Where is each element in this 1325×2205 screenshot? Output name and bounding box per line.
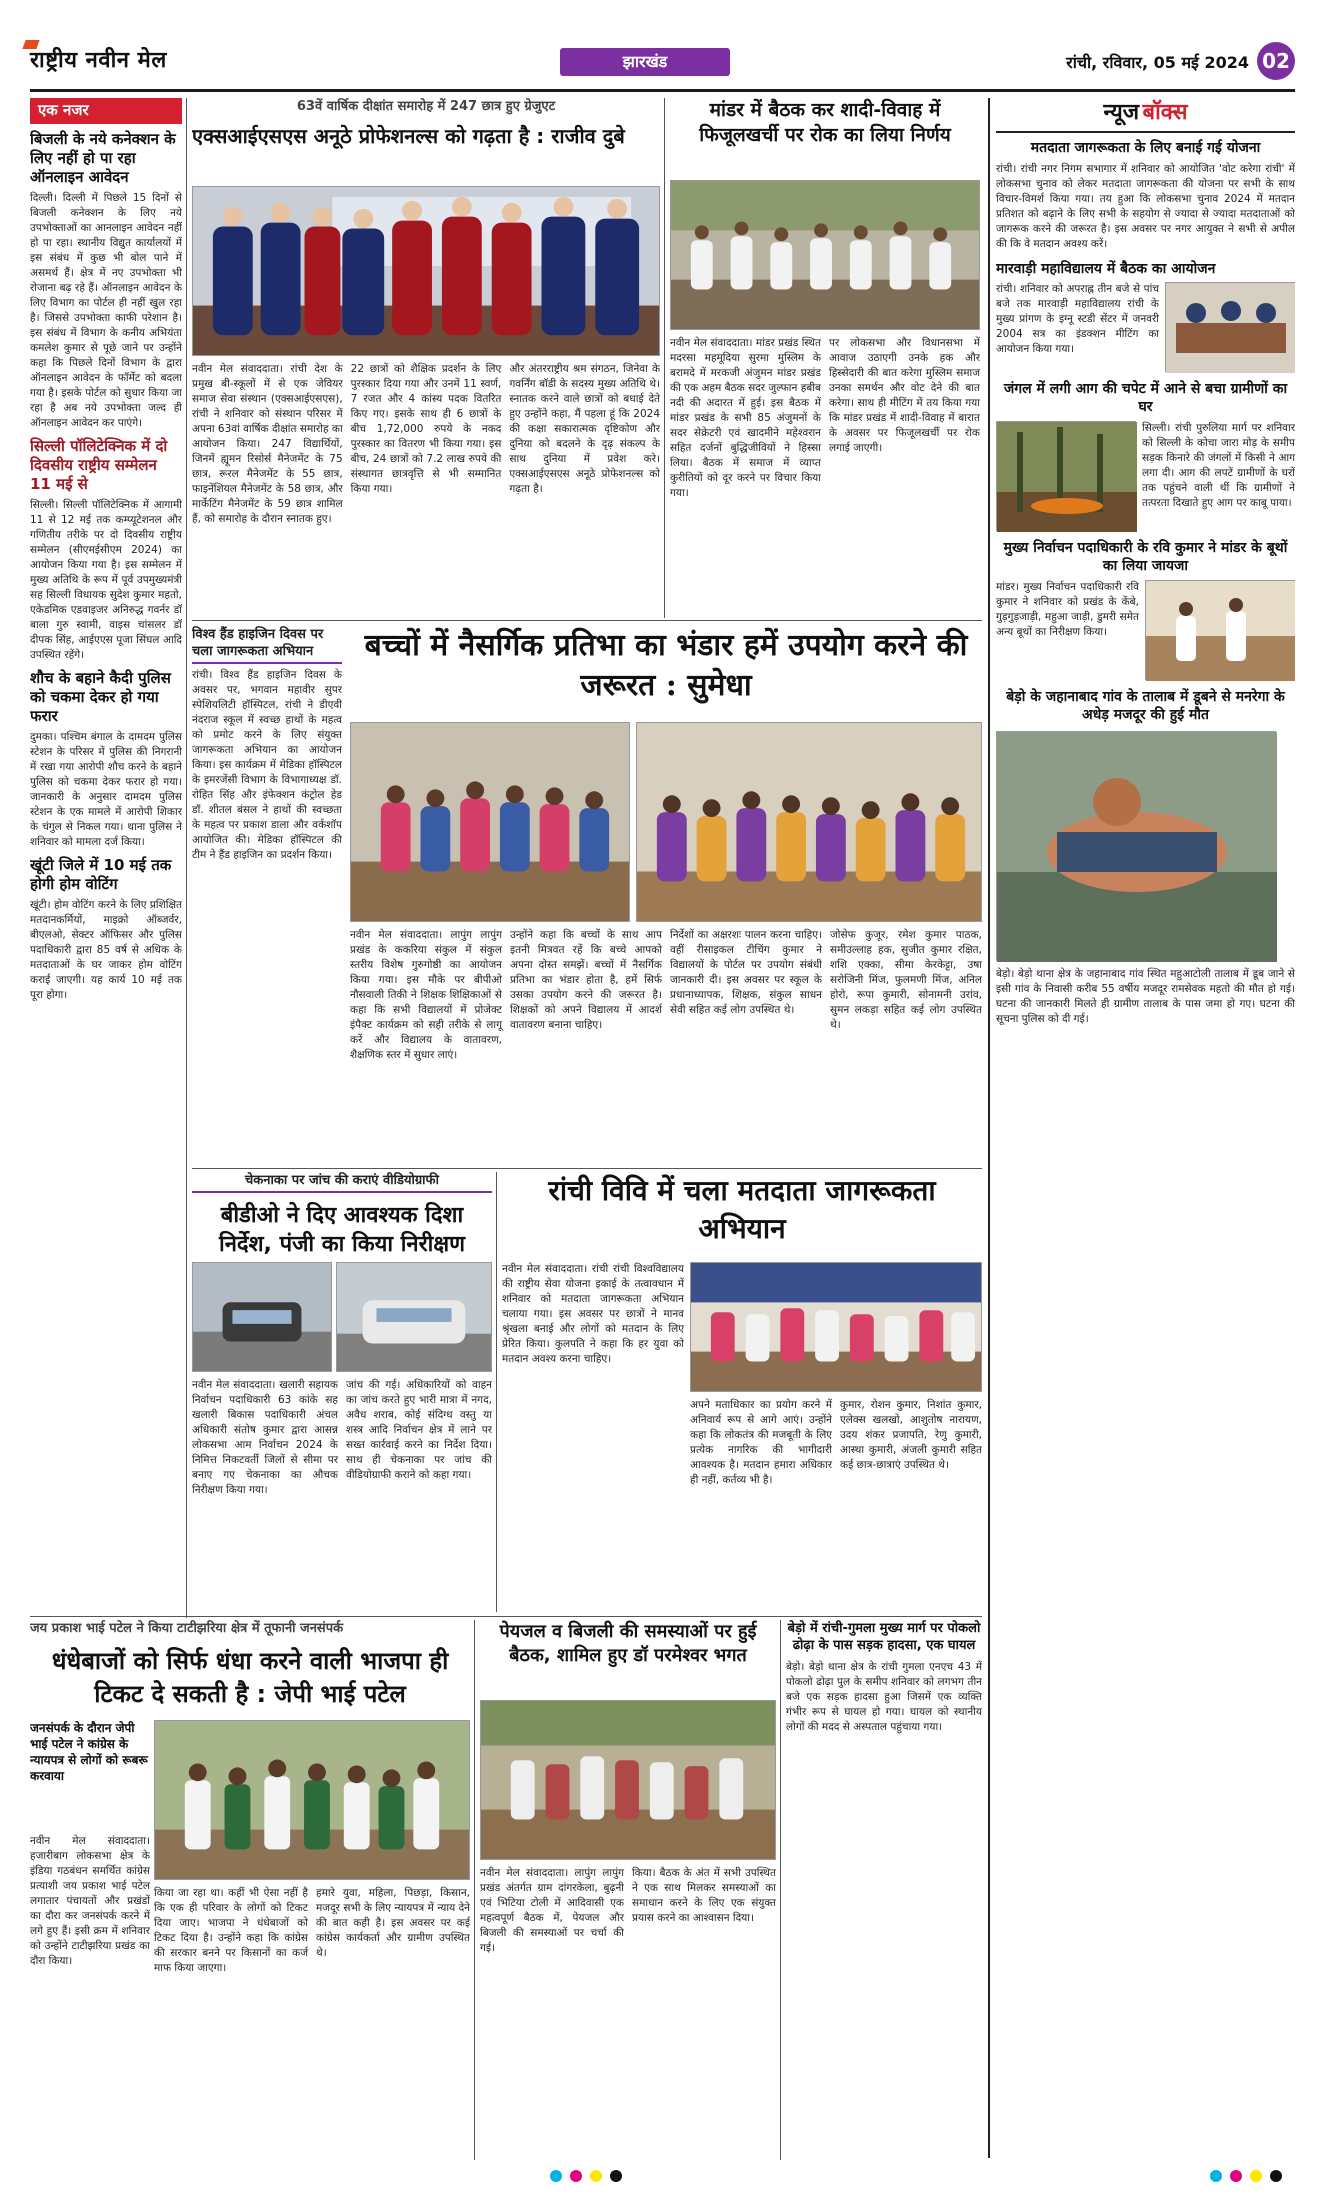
jp-body-col-3: हमारे युवा, महिला, पिछड़ा, किसान, मजदूर सभी के लिए न्यायपत्र में न्याय देने की बात कही है। इस अवसर पर कई कांग्रेस कार्यकर्ता और ग्रामीण उपस्थित थे। bbox=[316, 1887, 470, 1959]
main-story-headline: बच्चों में नैसर्गिक प्रतिभा का भंडार हमें उपयोग करने की जरूरत : सुमेधा bbox=[364, 628, 968, 703]
footer-registration-bar bbox=[30, 2170, 1295, 2184]
school-teachers-photo bbox=[350, 722, 630, 922]
hand-hygiene-kicker: विश्व हैंड हाइजिन दिवस पर चला जागरूकता अभियान bbox=[192, 626, 342, 664]
bdo-body-col-2: जांच की गई। अधिकारियों को वाहन का जांच करते हुए भारी मात्रा में नगद, अवैध शराब, कोई संदिग्ध वस्तु या शस्त्र आदि निर्वाचन क्षेत्र में लाने पर सख्त कार्रवाई करने का निर्देश दिया। साथ ही चेकनाका पर जांच की वीडियोग्राफी कराने को कहा गया। bbox=[346, 1379, 492, 1481]
news-box-story-5-body: बेड़ो। बेड़ो थाना क्षेत्र के जहानाबाद गांव स्थित महुआटोली तालाब में डूब जाने से इसी गांव के निवासी करीब 55 वर्षीय मजदूर रामसेवक महतो की मौत हो गई। घटना की जानकारी मिलते ही ग्रामीण तालाब के पास जमा हो गए। घटना की सूचना पुलिस को दी गई। bbox=[996, 967, 1295, 1025]
xiss-body-col-2: 22 छात्रों को शैक्षिक प्रदर्शन के लिए पुरस्कार दिया गया और उनमें 11 स्वर्ण, 7 रजत और 4 कांस्य पदक वितरित किए गए। इसके साथ ही 6 छात्रों के बीच 1,72,000 रुपये के नकद पुरस्कार का वितरण भी किया गया। इस बीच, 24 छात्रों को 7.2 लाख रुपये की संस्थागत छात्रवृत्ति से भी सम्मानित किया गया। bbox=[350, 363, 502, 495]
voter-awareness-photo bbox=[690, 1262, 982, 1392]
column-divider bbox=[988, 98, 990, 2158]
bdo-kicker: चेकनाका पर जांच की कराएं वीडियोग्राफी bbox=[192, 1172, 492, 1193]
main-story-body-col-1: नवीन मेल संवाददाता। लापुंग लापुंग प्रखंड के ककरिया संकुल में संकुल स्तरीय विशेष गुरुगोष्ठी का आयोजन किया गया। इस मौके पर बीपीओ नौसवाली तिकी ने शिक्षक शिक्षिकाओं से कहा कि सभी विद्यालयों में प्रोजेक्ट इंपैक्ट कार्यक्रम को सही तरीके से लागू करें और विद्यालय के वातावरण, शैक्षणिक स्तर में सुधार लाएं। bbox=[350, 929, 502, 1061]
news-box-story-3-headline: जंगल में लगी आग की चपेट में आने से बचा ग्रामीणों का घर bbox=[1003, 380, 1288, 416]
mandar-headline: मांडर में बैठक कर शादी-विवाह में फिजूलखर्ची पर रोक का लिया निर्णय bbox=[699, 99, 951, 146]
news-box-story-5-headline: बेड़ो के जहानाबाद गांव के तालाब में डूबने से मनरेगा के अधेड़ मजदूर की हुई मौत bbox=[1006, 688, 1285, 724]
row-divider bbox=[192, 620, 982, 621]
left-story-1-body: दिल्ली। दिल्ली में पिछले 15 दिनों से बिजली कनेक्शन के लिए नये उपभोक्ताओं का आनलाइन आवेदन नहीं हो पा रहा। स्थानीय विद्युत कार्यालयों में इस संबंध में कुछ भी बोल पाने में असमर्थ हैं। क्षेत्र में नए उपभोक्ता भी रोजाना बढ़ रहे हैं। ऑनलाइन आवेदन के लिए विभाग का पोर्टल ही नहीं खुल रहा है। जिससे उपभोक्ता काफी परेशान है। इस संबंध में विभाग के कनीय अभियंता कमलेश कुमार से पूछे जाने पर उन्होंने कहा कि पिछले दिनों विभाग के द्वारा ऑनलाइन आवेदन के फॉर्मेट को बदला गया है। इसके पोर्टल को सुधार किया जा रहा है अब नये उपभोक्ता जल्द ही ऑनलाइन आवेदन कर पाएंगे। bbox=[30, 191, 182, 429]
marwari-college-photo bbox=[1165, 282, 1295, 372]
yellow-registration-icon bbox=[590, 2170, 602, 2182]
bdo-body-col-1: नवीन मेल संवाददाता। खलारी सहायक निर्वाचन पदाधिकारी 63 कांके सह खलारी बिकास पदाधिकारी अंचल अधिकारी संतोष कुमार द्वारा आसन्न लोकसभा आम निर्वाचन 2024 के निमित्त निकटवर्ती जिलों से सीमा पर बनाए गए चेकनाका का औचक निरीक्षण किया गया। bbox=[192, 1379, 338, 1496]
hand-hygiene-body: रांची। विश्व हैंड हाइजिन दिवस के अवसर पर, भगवान महावीर सुपर स्पेशियलिटी हॉस्पिटल, रांची ने डीएवी नंदराज स्कूल में स्वच्छ हाथों के महत्व को प्रमोट करने के लिए संयुक्त जागरूकता अभियान का आयोजन किया। इस कार्यक्रम में मेडिका हॉस्पिटल के इमरजेंसी विभाग के विभागाध्यक्ष डॉ. रोहित सिंह और इंफेक्शन कंट्रोल हेड डॉ. शीतल बंसल ने हाथों की स्वच्छता के महत्व पर प्रकाश डाला और वर्कशॉप आयोजित की। मेडिका हॉस्पिटल की टीम ने हैंड हाइजिन का प्रदर्शन किया। bbox=[192, 669, 342, 862]
xiss-body-col-3: और अंतरराष्ट्रीय श्रम संगठन, जिनेवा के गवर्निंग बॉडी के सदस्य मुख्य अतिथि थे। स्नातक करने वाले छात्रों को बधाई देते हुए उन्होंने कहा, मैं पहला हूं कि 2024 की कक्षा सकारात्मक दृष्टिकोण और दुनिया को बदलने के दृढ़ संकल्प के साथ दुनिया में प्रवेश करे। एक्सआईएसएस अनूठे प्रोफेशनल्स को गढ़ता है। bbox=[509, 363, 660, 495]
water-body-col-1: नवीन मेल संवाददाता। लापुंग लापुंग प्रखंड अंतर्गत ग्राम दांगरकेला, बुढ़नी एवं भिटिया टोली में आदिवासी एक महत्वपूर्ण बैठक में, पेयजल और बिजली की समस्याओं पर चर्चा की गई। bbox=[480, 1867, 624, 1954]
news-box-title-part-1: न्यूज bbox=[1103, 100, 1140, 125]
xiss-body bbox=[192, 362, 660, 612]
magenta-registration-icon bbox=[1230, 2170, 1242, 2182]
jp-body-right bbox=[154, 1886, 470, 2156]
checkpost-photo-2 bbox=[336, 1262, 492, 1372]
jp-kicker: जय प्रकाश भाई पटेल ने किया टाटीझरिया क्षेत्र में तूफानी जनसंपर्क bbox=[30, 1621, 344, 1636]
school-meeting-photo bbox=[636, 722, 982, 922]
black-registration-icon bbox=[1270, 2170, 1282, 2182]
road-accident-headline: बेड़ो में रांची-गुमला मुख्य मार्ग पर पोकलो ढोढ़ा के पास सड़क हादसा, एक घायल bbox=[787, 1621, 981, 1653]
xiss-kicker: 63वें वार्षिक दीक्षांत समारोह में 247 छात्र हुए ग्रेजुएट bbox=[296, 99, 556, 114]
page-number: 02 bbox=[1257, 42, 1295, 80]
bdo-headline: बीडीओ ने दिए आवश्यक दिशा निर्देश, पंजी का किया निरीक्षण bbox=[219, 1203, 465, 1258]
newspaper-logo: राष्ट्रीय नवीन मेल bbox=[30, 47, 167, 73]
main-story-body-col-2: उन्होंने कहा कि बच्चों के साथ आप इतनी मित्रवत रहें कि बच्चे आपको अपना दोस्त समझें। बच्चों में नैसर्गिक प्रतिभा का भंडार होता है, हमें सिर्फ उसका उपयोग करने की जरूरत है। शिक्षकों को अपने विद्यालय में आदर्श वातावरण बनाना चाहिए। bbox=[510, 929, 662, 1031]
left-story-3-body: दुमका। पश्चिम बंगाल के दामदम पुलिस स्टेशन के परिसर में पुलिस की निगरानी में रखा गया आरोपी शौच करने के बहाने पुलिस को चकमा देकर फरार हो गया। जानकारी के अनुसार दामदम पुलिस स्टेशन के एक मामले में आरोपी शिकार के चंगुल से निकल गया। थाना पुलिस ने शनिवार को मामला दर्ज किया। bbox=[30, 730, 182, 848]
road-accident-body: बेड़ो। बेड़ो थाना क्षेत्र के रांची गुमला एनएच 43 में पोकलो ढोढ़ा पुल के समीप शनिवार को लगभग तीन बजे एक सड़क हादसा हुआ जिसमें एक व्यक्ति गंभीर रूप से घायल हो गया। घायल को स्थानीय लोगों की मदद से अस्पताल पहुंचाया गया। bbox=[786, 1661, 982, 1733]
cyan-registration-icon bbox=[1210, 2170, 1222, 2182]
black-registration-icon bbox=[610, 2170, 622, 2182]
xiss-body-col-1: नवीन मेल संवाददाता। रांची देश के प्रमुख बी-स्कूलों में से एक जेवियर समाज सेवा संस्थान (एक्सआईएसएस), रांची ने शनिवार को संस्थान परिसर में अपना 63वां वार्षिक दीक्षांत समारोह का आयोजन किया। 247 विद्यार्थियों, जिनमें ह्यूमन रिसोर्स मैनेजमेंट के 75 छात्र, रूरल मैनेजमेंट के 55 छात्र, फाइनेंशियल मैनेजमेंट के 58 छात्र, और मार्केटिंग मैनेजमेंट के 59 छात्र शामिल हैं, को समारोह के दौरान स्नातक हुए। bbox=[192, 363, 343, 525]
yellow-registration-icon bbox=[1250, 2170, 1262, 2182]
row-divider bbox=[30, 1616, 982, 1617]
magenta-registration-icon bbox=[570, 2170, 582, 2182]
xiss-headline: एक्सआईएसएस अनूठे प्रोफेशनल्स को गढ़ता है : राजीव दुबे bbox=[192, 124, 625, 149]
mandar-body-col-2: पर लोकसभा और विधानसभा में आवाज उठाएगी उनके हक और हिस्सेदारी की बात करेगा मुस्लिम समाज उनका समर्थन और वोट देने की बात करेगा। साथ ही मीटिंग में तय किया गया कि मांडर प्रखंड में शादी-विवाह में बारात के अवसर पर फिजूलखर्ची पर रोक लगाई जाएगी। bbox=[829, 337, 980, 454]
section-tab: झारखंड bbox=[560, 48, 730, 76]
left-story-2-headline: सिल्ली पॉलिटेक्निक में दो दिवसीय राष्ट्रीय सम्मेलन 11 मई से bbox=[30, 436, 168, 493]
news-box-story-4-body: मांडर। मुख्य निर्वाचन पदाधिकारी रवि कुमार ने शनिवार को प्रखंड के केंबे, गुड़गुड़जाड़ी, महुआ जाड़ी, डुमरी समेत अन्य बूथों का निरीक्षण किया। bbox=[996, 580, 1139, 638]
main-story-body bbox=[350, 928, 982, 1178]
left-story-2-body: सिल्ली। सिल्ली पॉलिटेक्निक में आगामी 11 से 12 मई तक कम्प्यूटेशनल और गणितीय तरीके पर दो दिवसीय राष्ट्रीय सम्मेलन (सीएमईसीएम 2024) का आयोजन किया गया है। इस सम्मेलन में मुख्य अतिथि के रूप में पूर्व उपमुख्यमंत्री सह सिल्ली विधायक सुदेश कुमार महतो, एकेडमिक एडवाइजर अनिरुद्ध गवर्नर डॉ बाला गुरु स्वामी, वाइस चांसलर डॉ दीपक सिंह, आईएएस पूजा सिंघल आदि उपस्थित रहेंगे। bbox=[30, 498, 182, 661]
cyan-registration-icon bbox=[550, 2170, 562, 2182]
ek-nazar-label: एक नजर bbox=[30, 98, 182, 124]
jp-body-col-1: नवीन मेल संवाददाता। हजारीबाग लोकसभा क्षेत्र के इंडिया गठबंधन समर्थित कांग्रेस प्रत्याशी जय प्रकाश भाई पटेल लगातार पंचायतों और प्रखंडों का दौरा कर जनसंपर्क करने में लगे हुए हैं। इसी क्रम में शनिवार को उन्होंने टाटीझरिया प्रखंड का दौरा किया। bbox=[30, 1835, 150, 1967]
convocation-photo bbox=[192, 186, 660, 356]
jp-headline: धंधेबाजों को सिर्फ धंधा करने वाली भाजपा ही टिकट दे सकती है : जेपी भाई पटेल bbox=[51, 1647, 449, 1709]
checkpost-photo-1 bbox=[192, 1262, 332, 1372]
forest-fire-photo bbox=[996, 421, 1136, 531]
left-story-4-body: खूंटी। होम वोटिंग करने के लिए प्रशिक्षित मतदानकर्मियों, माइक्रो ऑब्जर्वर, बीएलओ, सेक्टर ऑफिसर और पुलिस पदाधिकारी द्वारा 85 वर्ष से अधिक के मतदाताओं के घर जाकर होम वोटिंग कराई जाएगी। यह कार्य 10 मई तक पूरा होगा। bbox=[30, 898, 182, 1001]
jp-campaign-photo bbox=[154, 1720, 470, 1880]
water-meeting-photo bbox=[480, 1700, 776, 1860]
main-story-body-col-4: जोसेफ कुजूर, रमेश कुमार पाठक, समीउल्लाह हक, सुजीत कुमार रक्षित, शशि एक्का, सीमा केरकेट्टा, उषा सरोजिनी मिंज, फुलमणी मिंज, अनिल होरो, रूपा कुमारी, सोनामनी उरांव, सुमन लकड़ा सहित कई लोग उपस्थित थे। bbox=[830, 929, 982, 1031]
mandar-body bbox=[670, 336, 980, 616]
election-officer-photo bbox=[1145, 580, 1295, 680]
column-divider bbox=[474, 1620, 475, 2160]
news-box-title-part-2: बॉक्स bbox=[1142, 100, 1188, 125]
dateline: रांची, रविवार, 05 मई 2024 bbox=[1066, 53, 1249, 72]
hand-hygiene-story bbox=[192, 626, 342, 1166]
news-box-story-1-body: रांची। रांची नगर निगम सभागार में शनिवार को आयोजित 'वोट करेगा रांची' में लोकसभा चुनाव को लेकर मतदाता जागरूकता की योजना पर सभी के साथ विचार-विमर्श किया गया। तय हुआ कि लोकसभा चुनाव 2024 में मतदान प्रतिशत को बढ़ाने के लिए सभी के सहयोग से ज्यादा से ज्यादा मतदाताओं को जागरूक करने की जरूरत है। इस अवसर पर नगर आयुक्त ने सभी से अपील की कि वे मतदान अवश्य करें। bbox=[996, 162, 1295, 250]
column-divider bbox=[664, 98, 665, 618]
ranchi-univ-body-col-1: नवीन मेल संवाददाता। रांची रांची विश्वविद्यालय की राष्ट्रीय सेवा योजना इकाई के तत्वावधान में शनिवार को मतदाता जागरूकता अभियान चलाया गया। इस अवसर पर छात्रों ने मानव श्रृंखला बनाई और लोगों को मतदान के लिए प्रेरित किया। कुलपति ने कहा कि हर युवा को मतदान अवश्य करना चाहिए। bbox=[502, 1263, 684, 1365]
row-divider bbox=[192, 1168, 982, 1169]
news-box-story-2-headline: मारवाड़ी महाविद्यालय में बैठक का आयोजन bbox=[996, 260, 1216, 277]
ranchi-univ-headline: रांची विवि में चला मतदाता जागरूकता अभियान bbox=[548, 1174, 936, 1245]
jp-caption-box bbox=[30, 1720, 150, 1830]
main-story-body-col-3: निर्देशों का अक्षरशः पालन करना चाहिए। वहीं रीसाइकल टीचिंग कुमार ने विद्यालयों के पोर्टल पर उपयोग संबंधी जानकारी दी। इस अवसर पर स्कूल के प्रधानाध्यापक, शिक्षक, संकुल साधन सेवी सहित कई लोग उपस्थित थे। bbox=[670, 929, 822, 1016]
ranchi-univ-body-right bbox=[690, 1398, 982, 1608]
left-story-4-headline: खूंटी जिले में 10 मई तक होगी होम वोटिंग bbox=[30, 855, 172, 893]
ranchi-univ-body-col-2: अपने मताधिकार का प्रयोग करने में अनिवार्य रूप से आगे आएं। उन्होंने कहा कि लोकतंत्र की मजबूती के लिए प्रत्येक नागरिक की भागीदारी आवश्यक है। मतदान हमारा अधिकार ही नहीं, कर्तव्य भी है। bbox=[690, 1399, 832, 1486]
water-headline: पेयजल व बिजली की समस्याओं पर हुई बैठक, शामिल हुए डॉ परमेश्वर भगत bbox=[499, 1621, 757, 1666]
bdo-body bbox=[192, 1378, 492, 1608]
masthead bbox=[30, 40, 1295, 92]
road-accident-story bbox=[786, 1620, 982, 2160]
column-divider bbox=[496, 1172, 497, 1612]
news-box-title bbox=[996, 98, 1295, 133]
mandar-body-col-1: नवीन मेल संवाददाता। मांडर प्रखंड स्थित मदरसा महमूदिया सुरमा मुस्लिम के बरामदे में मरकजी अंजुमन मांडर प्रखंड की एक अहम बैठक सदर जुल्फान हबीब नदी की अदारत में हुई। इस बैठक में मांडर प्रखंड के सभी 85 अंजुमनों के सदर सेक्रेटरी एवं खादमीने महेश्वरान सहित दर्जनों बुद्धिजीवियों ने हिस्सा लिया। बैठक में समाज में व्याप्त कुरीतियों को दूर करने पर विचार किया गया। bbox=[670, 337, 821, 499]
ranchi-univ-body bbox=[502, 1262, 684, 1602]
drowning-photo bbox=[996, 731, 1276, 961]
news-box bbox=[996, 98, 1295, 2158]
news-box-story-2-body: रांची। शनिवार को अपराह्न तीन बजे से पांच बजे तक मारवाड़ी महाविद्यालय रांची के मुख्य प्रांगण के इग्नू स्टडी सेंटर में जनवरी 2004 सत्र का इंडक्शन मीटिंग का आयोजन किया गया। bbox=[996, 282, 1159, 355]
news-box-story-3-body: सिल्ली। रांची पुरुलिया मार्ग पर शनिवार को सिल्ली के कोचा जारा मोड़ के समीप सड़क किनारे की जंगलों में किसी ने आग लगा दी। आग की लपटें ग्रामीणों के घरों तक पहुंचने वाली थीं कि ग्रामीणों ने तत्परता दिखाते हुए आग पर काबू पाया। bbox=[1142, 421, 1295, 509]
news-box-story-4-headline: मुख्य निर्वाचन पदाधिकारी के रवि कुमार ने मांडर के बूथों का लिया जायजा bbox=[1003, 539, 1288, 575]
water-body bbox=[480, 1866, 776, 2156]
ranchi-univ-body-col-3: कुमार, रोशन कुमार, निशांत कुमार, एलेक्स खलखो, आशुतोष नारायण, उदय शंकर प्रजापति, रेणु कुमारी, आस्था कुमारी, अंजली कुमारी सहित कई छात्र-छात्राएं उपस्थित थे। bbox=[840, 1399, 982, 1471]
column-divider bbox=[186, 98, 187, 1618]
news-box-story-1-headline: मतदाता जागरूकता के लिए बनाई गई योजना bbox=[1030, 140, 1261, 157]
mandar-meeting-photo bbox=[670, 180, 980, 330]
left-story-1-headline: बिजली के नये कनेक्शन के लिए नहीं हो पा रहा ऑनलाइन आवेदन bbox=[30, 129, 176, 186]
water-body-col-2: किया। बैठक के अंत में सभी उपस्थित ने एक साथ मिलकर समस्याओं का समाधान करने के लिए एक संयुक्त प्रयास करने का आश्वासन दिया। bbox=[632, 1867, 776, 1924]
jp-body-col-2: किया जा रहा था। कहीं भी ऐसा नहीं है कि एक ही परिवार के लोगों को टिकट दिया जाए। भाजपा ने धंधेबाजों को टिकट दिया है। उन्होंने कहा कि कांग्रेस की सरकार बनने पर किसानों का कर्ज माफ किया जाएगा। bbox=[154, 1887, 308, 1974]
left-story-3-headline: शौच के बहाने कैदी पुलिस को चकमा देकर हो गया फरार bbox=[30, 668, 171, 725]
jp-body-left bbox=[30, 1834, 150, 2154]
jp-caption: जनसंपर्क के दौरान जेपी भाई पटेल ने कांग्रेस के न्यायपत्र से लोगों को रूबरू करवाया bbox=[30, 1720, 150, 1784]
column-divider bbox=[780, 1620, 781, 2160]
